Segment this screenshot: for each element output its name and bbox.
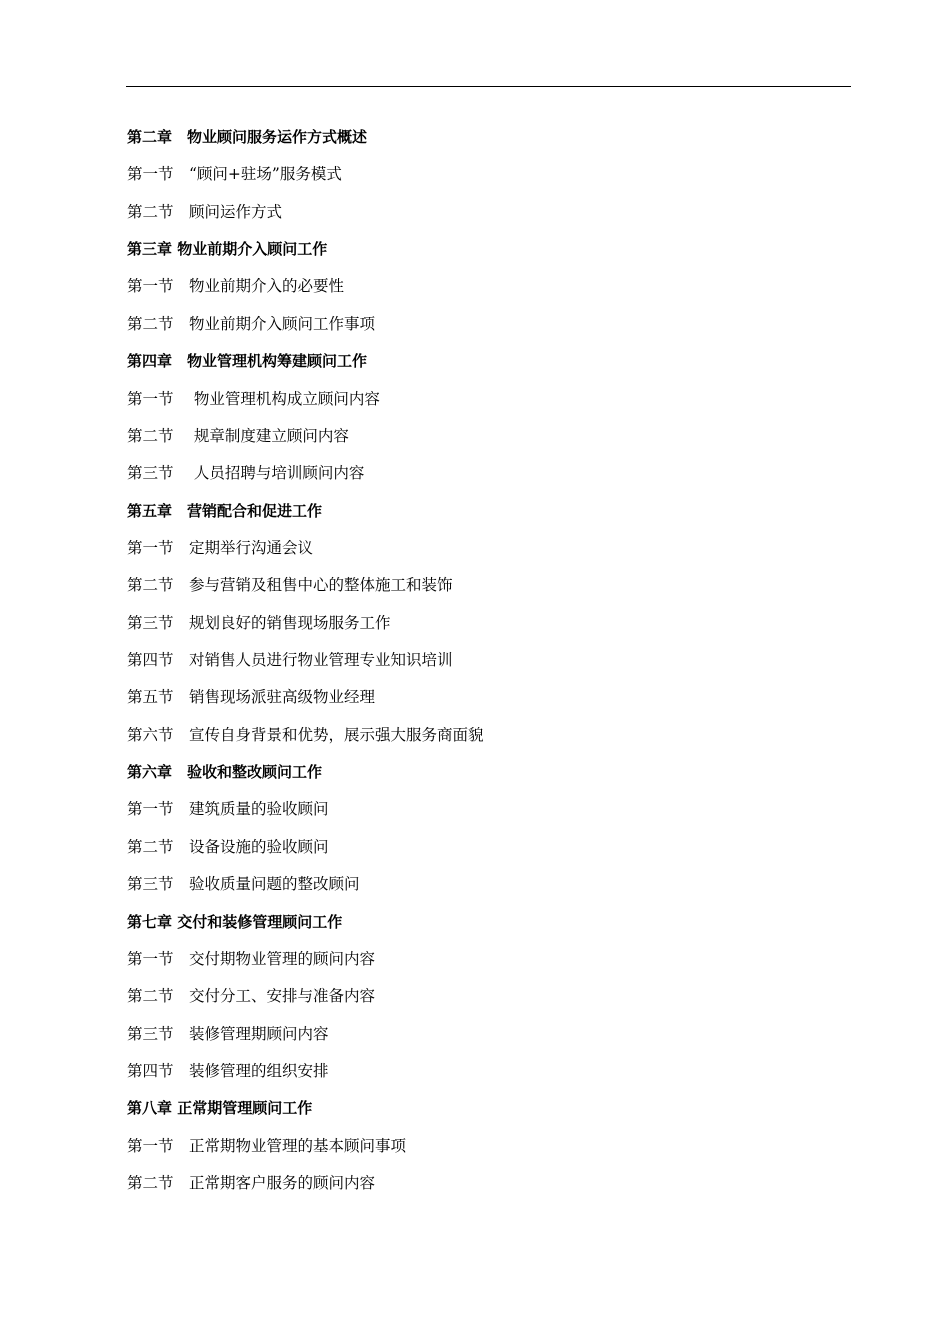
toc-chapter-heading: 第二章 物业顾问服务运作方式概述	[127, 128, 368, 146]
toc-section-item: 第一节 正常期物业管理的基本顾问事项	[127, 1136, 407, 1155]
toc-chapter-heading: 第六章 验收和整改顾问工作	[127, 763, 323, 782]
table-of-contents	[127, 119, 847, 1202]
toc-section-item: 第一节 定期举行沟通会议	[127, 538, 314, 557]
toc-chapter-heading: 第七章 交付和装修管理顾问工作	[127, 912, 343, 931]
toc-section-item: 第二节 交付分工、安排与准备内容	[127, 987, 376, 1006]
toc-section-item: 第一节 交付期物业管理的顾问内容	[127, 949, 376, 968]
toc-section-item: 第一节 物业前期介入的必要性	[127, 277, 345, 296]
toc-section-item: 第三节 验收质量问题的整改顾问	[127, 875, 360, 894]
toc-chapter-heading: 第八章 正常期管理顾问工作	[127, 1099, 313, 1118]
toc-section-item: 第二节 规章制度建立顾问内容	[127, 426, 349, 445]
toc-section-item: 第三节 人员招聘与培训顾问内容	[127, 464, 365, 483]
toc-section-item: 第四节 对销售人员进行物业管理专业知识培训	[127, 651, 453, 670]
toc-section-item: 第三节 装修管理期顾问内容	[127, 1024, 329, 1043]
toc-section-item: 第六节 宣传自身背景和优势，展示强大服务商面貌	[127, 725, 484, 744]
toc-section-item: 第一节 “顾问+驻场”服务模式	[127, 165, 342, 184]
toc-section-item: 第一节 物业管理机构成立顾问内容	[127, 389, 380, 408]
toc-section-item: 第二节 顾问运作方式	[127, 202, 283, 221]
toc-chapter-heading: 第四章 物业管理机构筹建顾问工作	[127, 352, 368, 371]
toc-section-item: 第三节 规划良好的销售现场服务工作	[127, 613, 391, 632]
toc-section-item: 第一节 建筑质量的验收顾问	[127, 800, 329, 819]
toc-chapter-heading: 第五章 营销配合和促进工作	[127, 501, 323, 520]
toc-section-item: 第四节 装修管理的组织安排	[127, 1061, 329, 1080]
toc-section-item: 第二节 参与营销及租售中心的整体施工和装饰	[127, 576, 453, 595]
toc-section-item: 第二节 正常期客户服务的顾问内容	[127, 1174, 376, 1193]
toc-section-item: 第二节 设备设施的验收顾问	[127, 837, 329, 856]
header-rule	[126, 86, 851, 87]
toc-section-item: 第五节 销售现场派驻高级物业经理	[127, 688, 376, 707]
toc-chapter-heading: 第三章 物业前期介入顾问工作	[127, 240, 328, 259]
toc-section-item: 第二节 物业前期介入顾问工作事项	[127, 314, 376, 333]
